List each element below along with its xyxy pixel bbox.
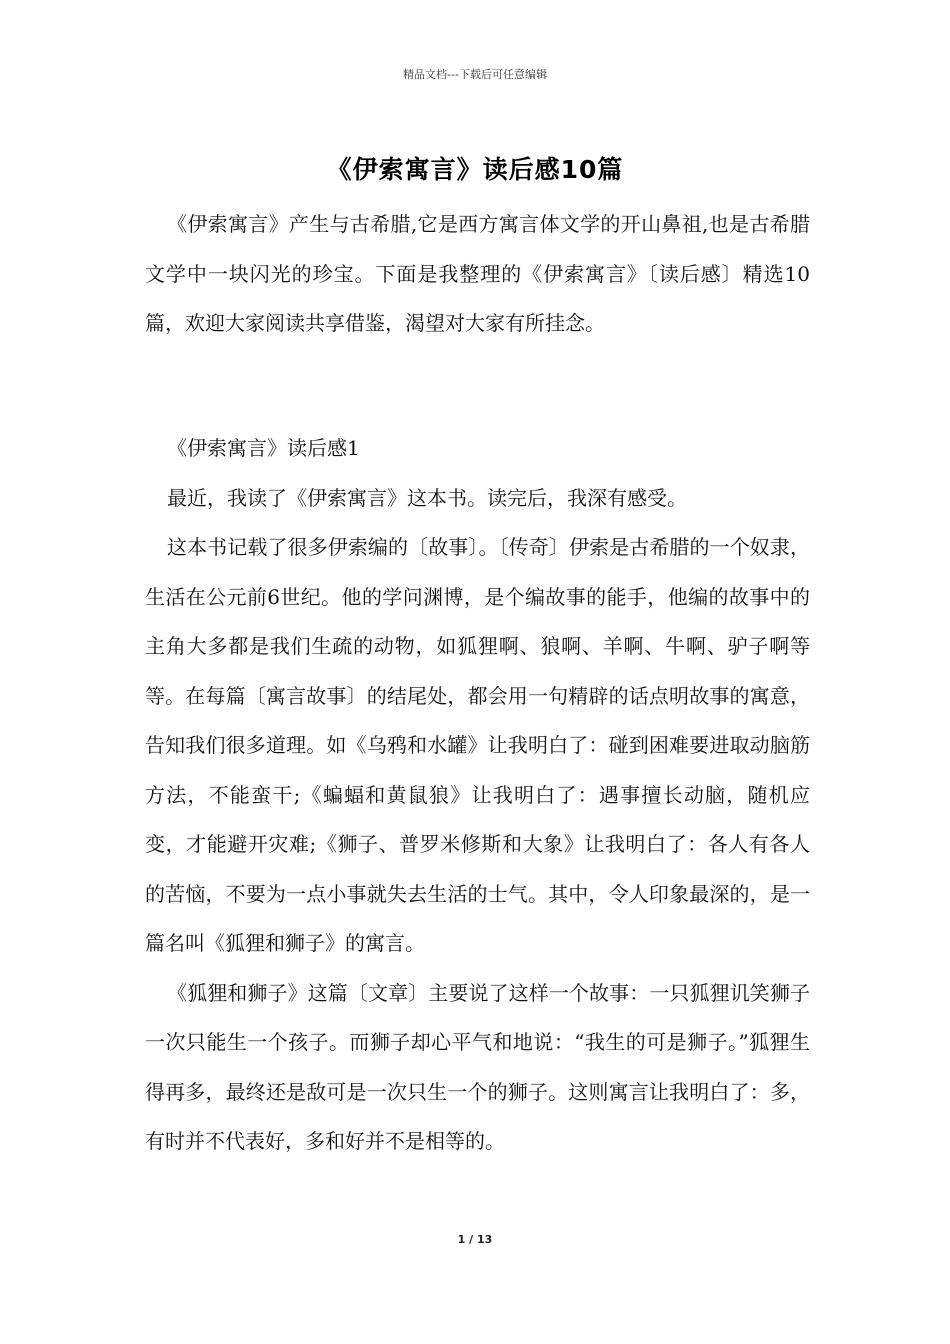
body-paragraph: 最近，我读了《伊索寓言》这本书。读完后，我深有感受。 — [167, 485, 687, 510]
intro-paragraph: 《伊索寓言》产生与古希腊,它是西方寓言体文学的开山鼻祖,也是古希腊文学中一块闪光的珍宝。下面是我整理的《伊索寓言》〔读后感〕精选10篇，欢迎大家阅读共享借鉴，渴望对大家有所挂念。 — [145, 212, 810, 335]
section-1 — [145, 424, 810, 1167]
body-paragraph: 《狐狸和狮子》这篇〔文章〕主要说了这样一个故事：一只狐狸讥笑狮子一次只能生一个孩子。而狮子却心平气和地说：“我生的可是狮子。”狐狸生得再多，最终还是敌可是一次只生一个的狮子。这则寓言让我明白了：多，有时并不代表好，多和好并不是相等的。 — [145, 980, 810, 1153]
section-heading: 《伊索寓言》读后感1 — [167, 436, 360, 460]
document-title: 《伊索寓言》读后感10篇 — [326, 155, 624, 184]
body-paragraph: 这本书记载了很多伊索编的〔故事〕。〔传奇〕伊索是古希腊的一个奴隶，生活在公元前6世纪。他的学问渊博，是个编故事的能手，他编的故事中的主角大多都是我们生疏的动物，如狐狸啊、狼啊、羊啊、牛啊、驴子啊等等。在每篇〔寓言故事〕的结尾处，都会用一句精辟的话点明故事的寓意，告知我们很多道理。如《乌鸦和水罐》让我明白了：碰到困难要进取动脑筋方法，不能蛮干;《蝙蝠和黄鼠狼》让我明白了：遇事擅长动脑，随机应变，才能避开灾难;《狮子、普罗米修斯和大象》让我明白了：各人有各人的苦恼，不要为一点小事就失去生活的士气。其中，令人印象最深的，是一篇名叫《狐狸和狮子》的寓言。 — [145, 535, 810, 955]
intro-block — [145, 200, 810, 349]
page-header: 精品文档---下载后可任意编辑 — [403, 68, 547, 81]
page-number: 1 / 13 — [457, 1233, 493, 1246]
